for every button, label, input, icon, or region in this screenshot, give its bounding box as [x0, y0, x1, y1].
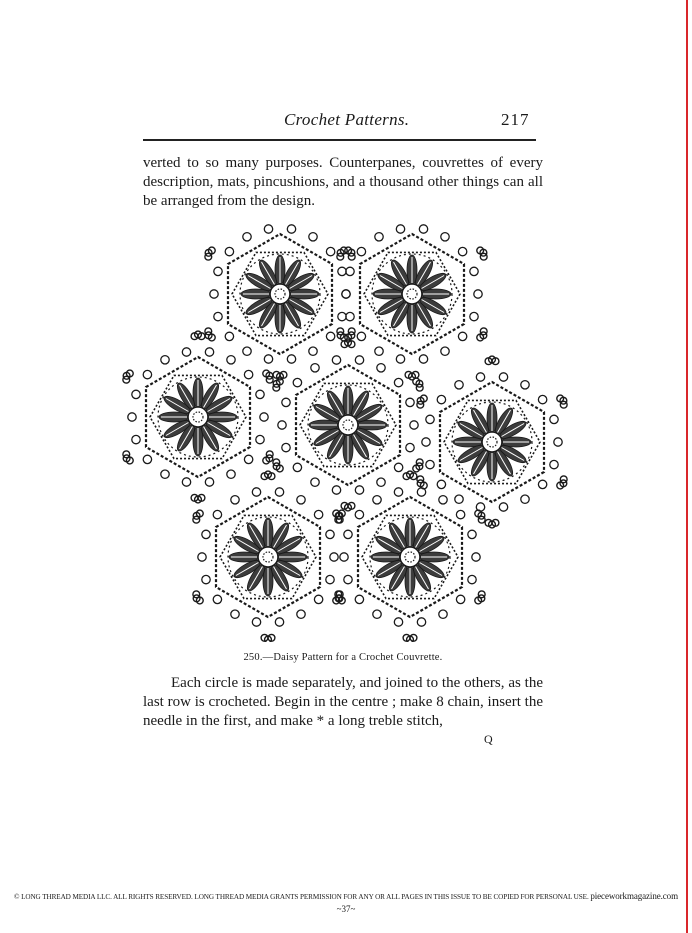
picot-loop [355, 595, 363, 603]
picot-loop [554, 438, 562, 446]
picot-loop [426, 460, 434, 468]
picot-loop [275, 488, 283, 496]
picot-loop [373, 610, 381, 618]
picot-loop [417, 488, 425, 496]
picot-loop [455, 381, 463, 389]
picot-loop [143, 455, 151, 463]
picot-loop [346, 267, 354, 275]
picot-loop [439, 610, 447, 618]
picot-loop [326, 530, 334, 538]
daisy-centre [402, 284, 422, 304]
daisy-centre [270, 284, 290, 304]
picot-loop [394, 463, 402, 471]
picot-loop [314, 595, 322, 603]
lace-motif [123, 331, 273, 503]
picot-loop [410, 421, 418, 429]
picot-loop [521, 381, 529, 389]
picot-loop [244, 455, 252, 463]
page-number: 217 [501, 110, 530, 129]
picot-loop [422, 438, 430, 446]
copyright-text: © LONG THREAD MEDIA LLC. ALL RIGHTS RESERVED. LONG THREAD MEDIA GRANTS PERMISSION FOR ANY OR ALL PAGES IN THIS ISSUE TO BE COPIED FOR PERSONAL USE. [14, 893, 589, 901]
picot-loop [198, 553, 206, 561]
daisy-centre [482, 432, 502, 452]
signature-mark: Q [484, 732, 493, 746]
picot-loop [128, 413, 136, 421]
picot-loop [326, 332, 334, 340]
picot-loop [394, 378, 402, 386]
picot-loop [441, 233, 449, 241]
picot-loop [441, 347, 449, 355]
daisy-centre [258, 547, 278, 567]
picot-loop [550, 460, 558, 468]
daisy-centre [188, 407, 208, 427]
picot-loop [275, 618, 283, 626]
picot-loop [244, 370, 252, 378]
picot-loop [342, 290, 350, 298]
paragraph-top: verted to so many purposes. Counterpanes, couvrettes of every description, mats, pincushions, and a thousand other things can all be arranged from the design. [143, 155, 543, 209]
picot-loop [470, 267, 478, 275]
picot-loop [338, 312, 346, 320]
daisy-centre [338, 415, 358, 435]
lace-motif [205, 222, 355, 380]
picot-loop [213, 510, 221, 518]
picot-loop [396, 355, 404, 363]
picot-loop [456, 510, 464, 518]
picot-loop [419, 225, 427, 233]
picot-loop [161, 470, 169, 478]
picot-loop [394, 488, 402, 496]
picot-loop [355, 510, 363, 518]
picot-loop [470, 312, 478, 320]
picot-loop [417, 618, 425, 626]
picot-loop [332, 486, 340, 494]
picot-loop [252, 618, 260, 626]
picot-loop [455, 495, 463, 503]
picot-loop [456, 595, 464, 603]
picot-loop [297, 496, 305, 504]
picot-loop [287, 225, 295, 233]
picot-loop [202, 575, 210, 583]
picot-loop [264, 355, 272, 363]
picot-loop [282, 443, 290, 451]
picot-loop [499, 373, 507, 381]
picot-loop [396, 225, 404, 233]
picot-loop [472, 553, 480, 561]
daisy-centre [400, 547, 420, 567]
picot-loop [377, 364, 385, 372]
picot-loop [264, 225, 272, 233]
picot-loop [538, 395, 546, 403]
picot-loop [406, 443, 414, 451]
picot-loop [213, 595, 221, 603]
picot-loop [256, 390, 264, 398]
picot-loop [419, 355, 427, 363]
picot-loop [355, 356, 363, 364]
picot-loop [252, 488, 260, 496]
picot-loop [143, 370, 151, 378]
magazine-url[interactable]: pieceworkmagazine.com [590, 891, 678, 901]
picot-loop [311, 364, 319, 372]
picot-loop [260, 413, 268, 421]
picot-loop [225, 247, 233, 255]
picot-loop [282, 398, 290, 406]
picot-loop [377, 478, 385, 486]
picot-loop [439, 496, 447, 504]
picot-loop [297, 610, 305, 618]
picot-loop [426, 415, 434, 423]
picot-loop [182, 478, 190, 486]
picot-loop [394, 618, 402, 626]
picot-loop [499, 503, 507, 511]
picot-loop [202, 530, 210, 538]
picot-loop [458, 247, 466, 255]
picot-loop [314, 510, 322, 518]
picot-loop [338, 267, 346, 275]
daisy-pattern-illustration [120, 222, 570, 642]
picot-loop [227, 356, 235, 364]
picot-loop [346, 312, 354, 320]
running-title: Crochet Patterns. [284, 110, 410, 129]
picot-loop [205, 348, 213, 356]
paragraph-bottom: Each circle is made separately, and joined to the others, as the last row is crocheted. Begin in the centre ; make 8 chain, insert the needle in the first, and make * a long treble stitch, [143, 675, 543, 729]
picot-loop [357, 332, 365, 340]
picot-loop [373, 496, 381, 504]
picot-loop [227, 470, 235, 478]
picot-loop [344, 575, 352, 583]
picot-loop [231, 610, 239, 618]
picot-loop [458, 332, 466, 340]
picot-loop [309, 347, 317, 355]
picot-loop [182, 348, 190, 356]
picot-loop [293, 378, 301, 386]
picot-loop [243, 347, 251, 355]
page-edge-rule [686, 0, 688, 933]
picot-loop [311, 478, 319, 486]
picot-loop [287, 355, 295, 363]
picot-loop [474, 290, 482, 298]
picot-loop [375, 347, 383, 355]
picot-loop [326, 247, 334, 255]
picot-loop [256, 435, 264, 443]
picot-loop [330, 553, 338, 561]
picot-loop [132, 390, 140, 398]
picot-loop [326, 575, 334, 583]
picot-loop [214, 267, 222, 275]
picot-loop [355, 486, 363, 494]
figure-caption: 250.—Daisy Pattern for a Crochet Couvrette. [243, 652, 443, 663]
picot-loop [205, 478, 213, 486]
picot-loop [161, 356, 169, 364]
picot-loop [357, 247, 365, 255]
picot-loop [550, 415, 558, 423]
header-rule [143, 139, 536, 141]
picot-loop [375, 233, 383, 241]
picot-loop [132, 435, 140, 443]
picot-loop [225, 332, 233, 340]
picot-loop [468, 575, 476, 583]
picot-loop [406, 398, 414, 406]
picot-loop [437, 480, 445, 488]
picot-loop [476, 373, 484, 381]
crochet-lace-drawing [120, 222, 570, 642]
picot-loop [344, 530, 352, 538]
picot-loop [437, 395, 445, 403]
picot-loop [210, 290, 218, 298]
picot-loop [243, 233, 251, 241]
page-header [143, 108, 543, 134]
picot-loop [340, 553, 348, 561]
picot-loop [309, 233, 317, 241]
picot-loop [293, 463, 301, 471]
lace-motif [273, 339, 423, 511]
folio-number: ~37~ [336, 904, 356, 914]
picot-loop [468, 530, 476, 538]
picot-loop [278, 421, 286, 429]
picot-loop [332, 356, 340, 364]
picot-loop [214, 312, 222, 320]
picot-loop [521, 495, 529, 503]
picot-loop [538, 480, 546, 488]
copyright-notice [0, 891, 692, 901]
picot-loop [231, 496, 239, 504]
lace-motif [193, 471, 343, 642]
